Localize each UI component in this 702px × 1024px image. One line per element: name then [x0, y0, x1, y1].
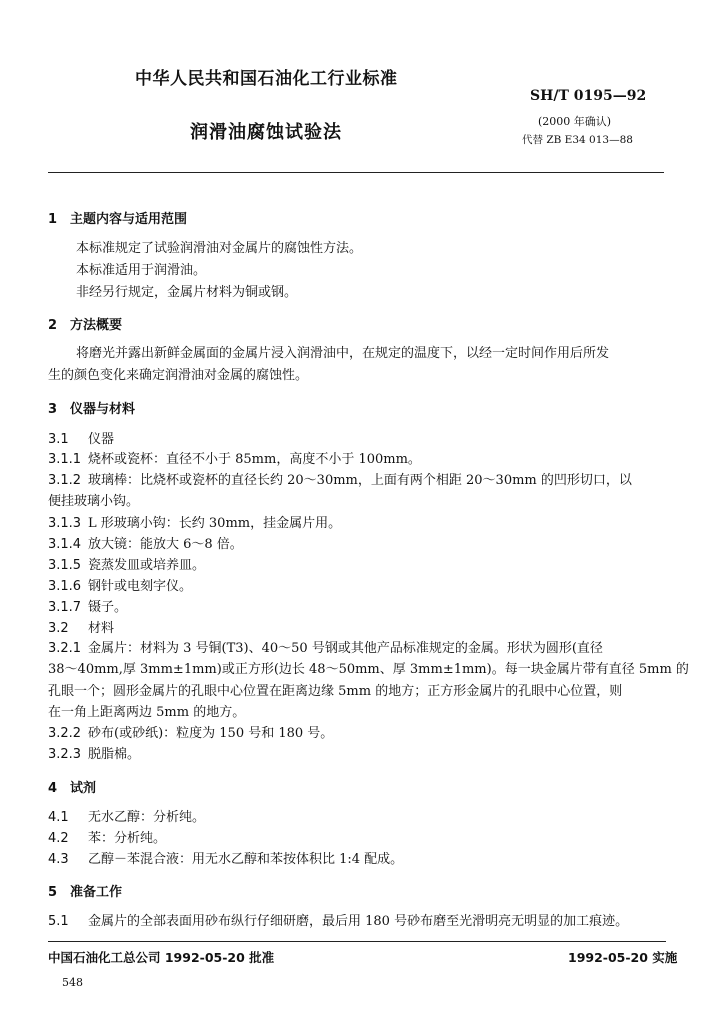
clause-number: 4.1 — [48, 810, 69, 825]
clause-number: 3.2.3 — [48, 747, 82, 762]
approval-line: 中国石油化工总公司 1992-05-20 批准 — [48, 950, 275, 965]
paragraph: 本标准适用于润滑油。 — [76, 263, 207, 278]
clause-number: 3.1 — [48, 432, 69, 447]
page-number: 548 — [62, 976, 83, 989]
footer-rule — [48, 941, 666, 942]
clause-number: 3.2.1 — [48, 641, 82, 656]
clause-text: 材料 — [88, 621, 115, 636]
clause-3-1-1 — [48, 450, 421, 470]
clause-continuation: 便挂玻璃小钩。 — [48, 494, 140, 509]
section-heading-5: 5 准备工作 — [48, 885, 123, 900]
confirmation-note: (2000 年确认) — [538, 115, 612, 128]
clause-3-1-6 — [48, 577, 192, 597]
clause-3-1-5 — [48, 556, 205, 576]
clause-text: 无水乙醇：分析纯。 — [88, 810, 206, 825]
clause-text: 放大镜：能放大 6～8 倍。 — [88, 537, 243, 552]
clause-number: 3.1.6 — [48, 579, 82, 594]
clause-3-2-1 — [48, 639, 603, 659]
clause-number: 3.1.1 — [48, 452, 82, 467]
clause-text: 乙醇－苯混合液：用无水乙醇和苯按体积比 1:4 配成。 — [88, 852, 404, 867]
clause-text: 仪器 — [88, 432, 115, 447]
clause-3-2-2 — [48, 724, 333, 744]
clause-text: 砂布(或砂纸)：粒度为 150 号和 180 号。 — [88, 726, 334, 741]
document-title: 润滑油腐蚀试验法 — [190, 122, 342, 143]
clause-text: 玻璃棒：比烧杯或瓷杯的直径长约 20～30mm，上面有两个相距 20～30mm 的凹形切口，以 — [88, 473, 632, 488]
clause-4-2 — [48, 829, 166, 849]
clause-continuation: 38～40mm,厚 3mm±1mm)或正方形(边长 48～50mm、厚 3mm±1mm)。每一块金属片带有直径 5mm 的 — [48, 662, 689, 677]
section-heading-3: 3 仪器与材料 — [48, 402, 136, 417]
clause-text: 苯：分析纯。 — [88, 831, 167, 846]
clause-4-3 — [48, 850, 403, 870]
clause-5-1 — [48, 912, 628, 932]
clause-number: 5.1 — [48, 914, 69, 929]
clause-number: 4.3 — [48, 852, 69, 867]
standard-category-title: 中华人民共和国石油化工行业标准 — [135, 69, 398, 89]
paragraph: 将磨光并露出新鲜金属面的金属片浸入润滑油中，在规定的温度下，以经一定时间作用后所发 — [76, 346, 610, 361]
clause-4-1 — [48, 808, 205, 828]
clause-3-1 — [48, 430, 114, 450]
clause-3-1-7 — [48, 598, 127, 618]
clause-text: 瓷蒸发皿或培养皿。 — [88, 558, 206, 573]
clause-continuation: 孔眼一个；圆形金属片的孔眼中心位置在距离边缘 5mm 的地方；正方形金属片的孔眼中心位置，则 — [48, 684, 623, 699]
clause-number: 3.1.7 — [48, 600, 82, 615]
clause-3-2-3 — [48, 745, 140, 765]
standard-number: SH/T 0195—92 — [530, 88, 647, 104]
paragraph: 本标准规定了试验润滑油对金属片的腐蚀性方法。 — [76, 241, 363, 256]
clause-number: 3.2 — [48, 621, 69, 636]
clause-number: 4.2 — [48, 831, 69, 846]
header-rule — [48, 172, 664, 173]
replaces-note: 代替 ZB E34 013—88 — [522, 134, 633, 146]
section-heading-2: 2 方法概要 — [48, 318, 123, 333]
clause-number: 3.1.4 — [48, 537, 82, 552]
clause-continuation: 在一角上距离两边 5mm 的地方。 — [48, 705, 246, 720]
section-heading-1: 1 主题内容与适用范围 — [48, 212, 188, 227]
clause-text: 金属片：材料为 3 号铜(T3)、40～50 号钢或其他产品标准规定的金属。形状为圆形(直径 — [88, 641, 603, 656]
clause-3-1-4 — [48, 535, 243, 555]
clause-text: 钢针或电刻字仪。 — [88, 579, 193, 594]
section-heading-4: 4 试剂 — [48, 781, 97, 796]
implementation-date: 1992-05-20 实施 — [568, 950, 678, 965]
clause-3-1-2 — [48, 471, 632, 491]
clause-number: 3.1.2 — [48, 473, 82, 488]
clause-text: 金属片的全部表面用砂布纵行仔细研磨，最后用 180 号砂布磨至光滑明亮无明显的加工痕迹。 — [88, 914, 629, 929]
clause-3-1-3 — [48, 514, 341, 534]
clause-text: 镊子。 — [88, 600, 128, 615]
clause-text: 脱脂棉。 — [88, 747, 141, 762]
clause-number: 3.1.3 — [48, 516, 82, 531]
clause-number: 3.1.5 — [48, 558, 82, 573]
clause-number: 3.2.2 — [48, 726, 82, 741]
paragraph: 非经另行规定，金属片材料为铜或钢。 — [76, 285, 298, 300]
clause-3-2 — [48, 619, 114, 639]
clause-text: 烧杯或瓷杯：直径不小于 85mm，高度不小于 100mm。 — [88, 452, 421, 467]
paragraph: 生的颜色变化来确定润滑油对金属的腐蚀性。 — [48, 368, 309, 383]
clause-text: L 形玻璃小钩：长约 30mm，挂金属片用。 — [88, 516, 342, 531]
